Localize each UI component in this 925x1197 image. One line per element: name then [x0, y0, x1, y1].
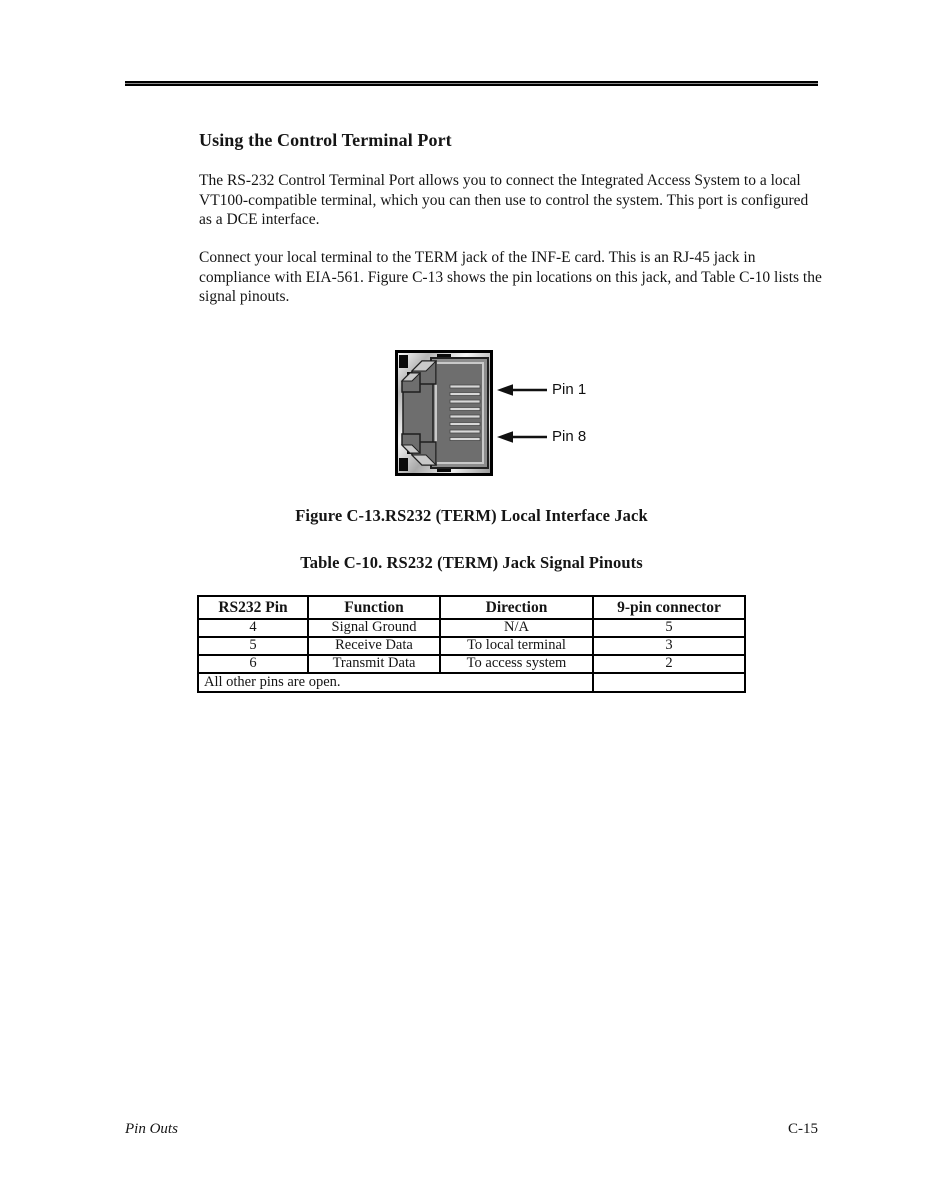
cell-direction: N/A	[440, 619, 593, 637]
cell-direction: To local terminal	[440, 637, 593, 655]
cell-connector: 3	[593, 637, 745, 655]
column-header-rs232-pin: RS232 Pin	[198, 596, 308, 619]
page-number: C-15	[788, 1121, 818, 1137]
cell-function: Transmit Data	[308, 655, 440, 673]
table-footnote: All other pins are open.	[198, 673, 593, 692]
header-rule	[125, 81, 818, 86]
table-row	[198, 637, 745, 655]
table-footnote-empty-cell	[593, 673, 745, 692]
paragraph-intro: The RS-232 Control Terminal Port allows you to connect the Integrated Access System to a local VT100-compatible terminal, which you can then use to control the system. This port is configured as a DCE interface.	[199, 172, 809, 229]
pin8-arrow-icon	[497, 430, 547, 444]
column-header-9pin-connector: 9-pin connector	[593, 596, 745, 619]
cell-function: Receive Data	[308, 637, 440, 655]
rj45-jack-figure	[395, 350, 493, 476]
pin1-arrow-icon	[497, 383, 547, 397]
cell-connector: 5	[593, 619, 745, 637]
cell-function: Signal Ground	[308, 619, 440, 637]
table-row	[198, 655, 745, 673]
cell-pin: 5	[198, 637, 308, 655]
table-row	[198, 619, 745, 637]
section-title: Using the Control Terminal Port	[199, 130, 452, 150]
paragraph-connect: Connect your local terminal to the TERM jack of the INF-E card. This is an RJ-45 jack in compliance with EIA-561. Figure C-13 shows the pin locations on this jack, and Table C-10 lists the signal pinouts.	[199, 249, 822, 306]
pinout-table	[197, 595, 746, 693]
cell-connector: 2	[593, 655, 745, 673]
rj45-jack-image	[395, 350, 493, 476]
cell-pin: 4	[198, 619, 308, 637]
page-footer	[125, 1121, 818, 1138]
table-footnote-row	[198, 673, 745, 692]
table-caption: Table C-10. RS232 (TERM) Jack Signal Pinouts	[300, 553, 643, 572]
cell-direction: To access system	[440, 655, 593, 673]
cell-pin: 6	[198, 655, 308, 673]
column-header-function: Function	[308, 596, 440, 619]
running-footer-title: Pin Outs	[125, 1121, 178, 1137]
figure-caption: Figure C-13.RS232 (TERM) Local Interface Jack	[295, 506, 648, 525]
pin1-label: Pin 1	[552, 381, 587, 398]
pin8-label: Pin 8	[552, 428, 587, 445]
table-header-row	[198, 596, 745, 619]
column-header-direction: Direction	[440, 596, 593, 619]
